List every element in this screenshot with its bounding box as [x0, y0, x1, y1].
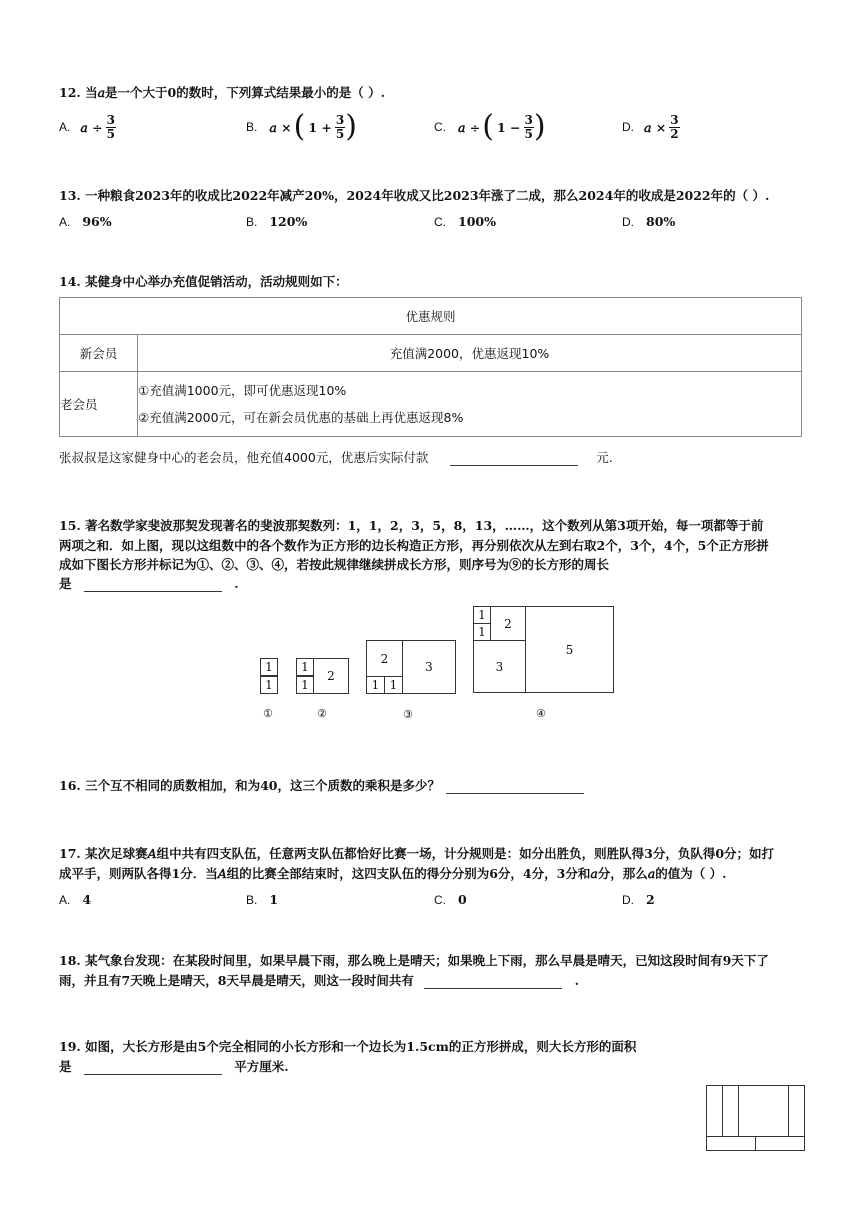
option-label: C. [434, 215, 446, 229]
square: 3 [473, 640, 526, 693]
small-rectangle [788, 1085, 805, 1137]
answer-blank[interactable] [450, 451, 578, 466]
q12-option-a[interactable] [59, 110, 116, 144]
square: 1 [296, 676, 314, 694]
question-suffix: 元. [596, 450, 613, 465]
option-expr: 𝑎 ÷ [458, 119, 481, 135]
figure-label: ① [263, 707, 273, 720]
old-rule-1: ①充值满1000元，即可优惠返现10% [138, 383, 347, 398]
square: 2 [313, 658, 349, 694]
small-rectangle [706, 1136, 756, 1151]
q19-line1: 19. 如图，大长方形是由5个完全相同的小长方形和一个边长为1.5cm的正方形拼成，则大长方形的面积 [59, 1039, 637, 1054]
q14-stem: 14. 某健身中心举办充值促销活动，活动规则如下： [59, 274, 348, 289]
right-paren: ) [533, 109, 546, 144]
option-expr: 𝑎 × [644, 119, 667, 135]
option-label: A. [59, 215, 71, 229]
old-member-cell: 老会员 [60, 372, 138, 437]
square: 3 [402, 640, 456, 694]
question-text: 雨，并且有7天晚上是晴天，8天早晨是晴天，则这一段时间共有 [59, 973, 414, 988]
q17-option-a[interactable] [59, 892, 91, 907]
q13-option-c[interactable] [434, 214, 496, 229]
question-text: 是 [59, 1059, 72, 1074]
q18-line2 [59, 971, 579, 989]
q17-line2: 成平手，则两队各得1分．当𝐴组的比赛全部结束时，这四支队伍的得分分别为6分，4分，3分和𝑎分，那么𝑎的值为（ ）. [59, 866, 727, 881]
figure-label: ② [317, 707, 327, 720]
q16-question [59, 776, 584, 794]
discount-rules-table [59, 297, 802, 437]
square: 1 [473, 623, 491, 641]
square: 1 [384, 676, 403, 694]
answer-blank[interactable] [424, 974, 562, 989]
option-label: C. [434, 120, 446, 134]
option-text: 120% [269, 214, 308, 229]
option-inner: 1 + [308, 119, 332, 135]
option-label: A. [59, 120, 71, 134]
fraction: $\frac{3}{5}$ [335, 112, 345, 141]
option-text: 1 [269, 892, 279, 907]
answer-blank[interactable] [446, 779, 584, 794]
square: 1 [473, 606, 491, 624]
option-label: D. [622, 893, 634, 907]
option-text: 0 [458, 892, 467, 907]
q17-option-d[interactable] [622, 892, 655, 907]
q15-line3: 成如下图长方形并标记为①、②、③、④，若按此规律继续拼成长方形，则序号为⑨的长方形的周长 [59, 557, 610, 572]
q19-line2 [59, 1057, 289, 1075]
option-label: B. [246, 120, 258, 134]
figure-label: ③ [403, 708, 413, 721]
question-suffix: . [574, 973, 579, 988]
fraction: $\frac{3}{5}$ [524, 112, 533, 141]
small-rectangle [722, 1085, 739, 1137]
square: 2 [366, 640, 403, 677]
q12-option-d[interactable] [622, 110, 680, 144]
new-member-cell: 新会员 [60, 335, 138, 372]
left-paren: ( [482, 109, 494, 144]
new-member-rule: 充值满2000，优惠返现10% [138, 335, 802, 372]
question-text: 张叔叔是这家健身中心的老会员，他充值4000元，优惠后实际付款 [59, 450, 429, 465]
answer-blank[interactable] [84, 1060, 222, 1075]
left-paren: ( [293, 109, 306, 144]
q15-line2: 两项之和．如上图，现以这组数中的各个数作为正方形的边长构造正方形，再分别依次从左到右取2个，3个，4个，5个正方形拼 [59, 538, 769, 553]
small-rectangle [755, 1136, 805, 1151]
square: 1 [366, 676, 385, 694]
square: 1 [260, 676, 278, 694]
question-text: 是 [59, 576, 72, 591]
option-label: D. [622, 120, 634, 134]
square: 5 [525, 606, 614, 693]
q14-question [59, 448, 613, 466]
small-rectangle [706, 1085, 723, 1137]
fraction: $\frac{3}{5}$ [106, 112, 115, 141]
option-text: 4 [82, 892, 92, 907]
q12-option-b[interactable] [246, 108, 357, 146]
fraction: $\frac{3}{2}$ [670, 112, 679, 141]
option-text: 2 [646, 892, 655, 907]
q17-option-b[interactable] [246, 892, 278, 907]
old-rule-2: ②充值满2000元，可在新会员优惠的基础上再优惠返现8% [138, 410, 464, 425]
q12-option-c[interactable] [434, 108, 546, 146]
option-label: A. [59, 893, 71, 907]
option-label: C. [434, 893, 446, 907]
q12-stem: 12. 当𝑎是一个大于0的数时，下列算式结果最小的是（ ）. [59, 85, 385, 100]
q13-option-b[interactable] [246, 214, 307, 229]
q17-line1: 17. 某次足球赛𝐴组中共有四支队伍，任意两支队伍都恰好比赛一场，计分规则是：如分出胜负，则胜队得3分，负队得0分；如打 [59, 846, 775, 861]
question-suffix: 平方厘米. [234, 1059, 289, 1074]
question-text: 16. 三个互不相同的质数相加，和为40，这三个质数的乘积是多少？ [59, 778, 440, 793]
option-label: B. [246, 215, 258, 229]
option-expr: 𝑎 ÷ [80, 119, 103, 135]
option-label: D. [622, 215, 634, 229]
option-text: 96% [82, 214, 112, 229]
option-text: 80% [646, 214, 676, 229]
question-suffix: . [234, 576, 239, 591]
answer-blank[interactable] [84, 577, 222, 592]
right-paren: ) [345, 109, 357, 144]
option-inner: 1 − [497, 119, 521, 135]
figure-label: ④ [536, 707, 546, 720]
q17-option-c[interactable] [434, 892, 467, 907]
old-member-rules [138, 372, 802, 437]
option-expr: 𝑎 × [269, 119, 292, 135]
square: 1 [296, 658, 314, 676]
table-title: 优惠规则 [60, 298, 802, 335]
q13-option-a[interactable] [59, 214, 112, 229]
q13-option-d[interactable] [622, 214, 675, 229]
q18-line1: 18. 某气象台发现：在某段时间里，如果早晨下雨，那么晚上是晴天；如果晚上下雨，那么早晨是晴天，已知这段时间有9天下了 [59, 953, 769, 968]
option-text: 100% [458, 214, 496, 229]
square: 1 [260, 658, 278, 676]
option-label: B. [246, 893, 258, 907]
square: 2 [490, 606, 526, 641]
q15-line1: 15. 著名数学家斐波那契发现著名的斐波那契数列：1，1，2，3，5，8，13，……，这个数列从第3项开始，每一项都等于前 [59, 518, 764, 533]
q15-line4 [59, 574, 239, 592]
q13-stem: 13. 一种粮食2023年的收成比2022年减产20%，2024年收成又比2023年涨了二成，那么2024年的收成是2022年的（ ）. [59, 188, 770, 203]
